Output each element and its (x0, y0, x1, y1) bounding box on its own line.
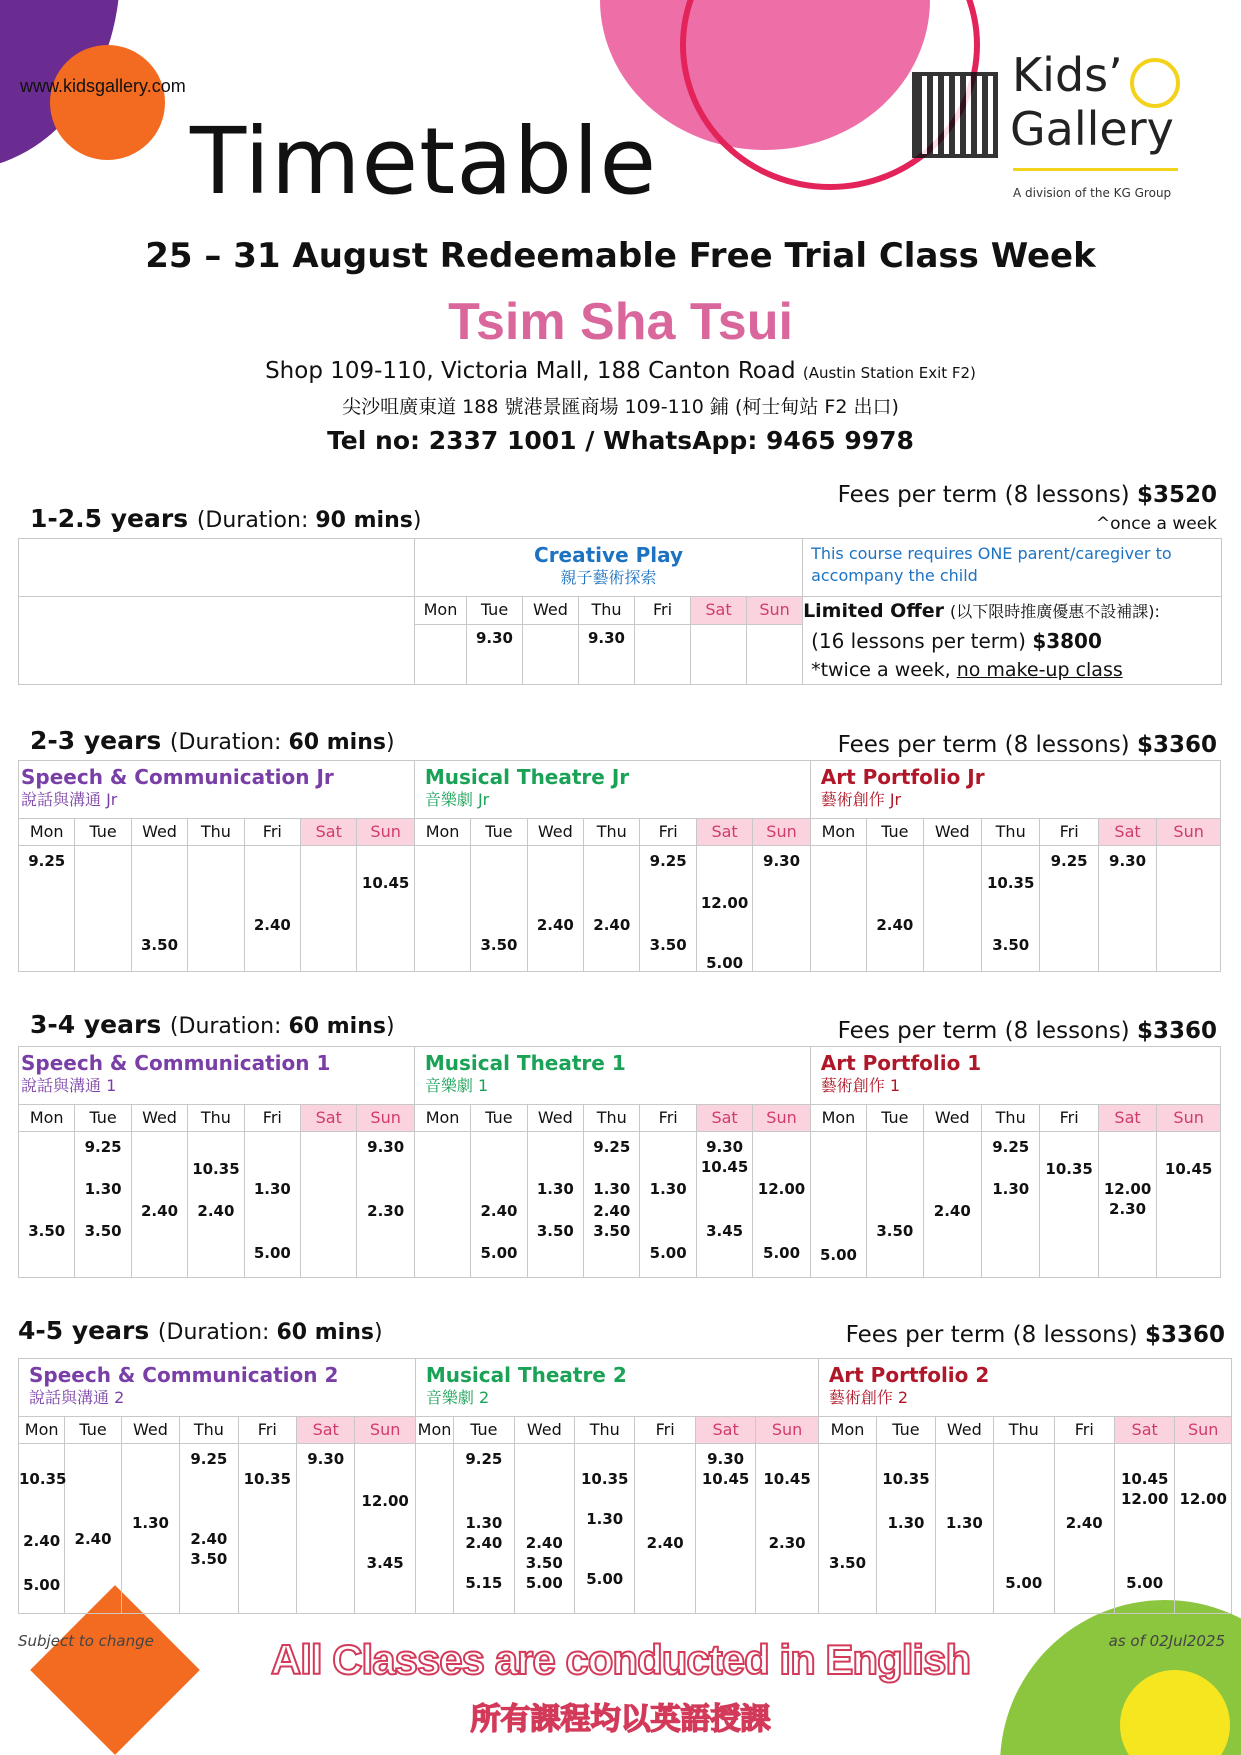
course-art-1: Art Portfolio 1 藝術創作 1 (810, 1047, 1220, 1105)
day-slot (454, 1444, 514, 1614)
class-time: 10.45 (701, 1470, 750, 1488)
class-time: 12.00 (1103, 1180, 1152, 1198)
class-time: 5.00 (1005, 1574, 1043, 1592)
day-header: Sat (297, 1417, 355, 1444)
headline: 25 – 31 August Redeemable Free Trial Class Week (145, 236, 1096, 276)
day-header: Sun (1175, 1417, 1232, 1444)
day-slot (297, 1444, 355, 1614)
class-time: 9.30 (475, 628, 513, 647)
class-time: 1.30 (887, 1514, 925, 1532)
class-time: 9.30 (706, 1138, 744, 1156)
day-slot (756, 1444, 818, 1614)
day-header: Thu (994, 1417, 1054, 1444)
day-header: Wed (923, 819, 981, 846)
class-time: 9.25 (28, 852, 66, 870)
qr-code (912, 72, 998, 158)
day-slot (981, 846, 1039, 972)
day-slot (1040, 846, 1098, 972)
class-time: 9.25 (190, 1450, 228, 1468)
day-header: Tue (471, 819, 527, 846)
class-time: 9.30 (307, 1450, 345, 1468)
day-header: Fri (1040, 1105, 1098, 1132)
as-of-date: as of 02Jul2025 (1108, 1632, 1225, 1650)
class-time: 2.40 (876, 916, 914, 934)
day-header: Sat (696, 819, 752, 846)
day-slot (467, 624, 523, 684)
class-time: 3.50 (829, 1554, 867, 1572)
class-time: 5.00 (525, 1574, 563, 1592)
class-time: 2.40 (1065, 1514, 1103, 1532)
day-header: Mon (818, 1417, 876, 1444)
class-time: 2.30 (768, 1534, 806, 1552)
class-time: 12.00 (757, 1180, 806, 1198)
class-time: 2.40 (197, 1202, 235, 1220)
class-time: 3.50 (992, 936, 1030, 954)
day-header: Tue (75, 1105, 131, 1132)
day-slot (19, 1444, 65, 1614)
class-time: 2.40 (933, 1202, 971, 1220)
timetable-s1 (18, 538, 1222, 685)
day-header: Thu (575, 1417, 635, 1444)
day-header: Tue (877, 1417, 935, 1444)
class-time: 5.00 (586, 1570, 624, 1588)
class-time: 3.50 (525, 1554, 563, 1572)
day-slot (244, 846, 300, 972)
class-time: 1.30 (945, 1514, 983, 1532)
day-slot (810, 846, 866, 972)
day-header: Thu (180, 1417, 238, 1444)
address-en: Shop 109-110, Victoria Mall, 188 Canton Road (Austin Station Exit F2) (265, 358, 976, 384)
day-header: Sat (301, 1105, 357, 1132)
class-time: 3.50 (649, 936, 687, 954)
day-slot (640, 846, 696, 972)
day-header: Tue (471, 1105, 527, 1132)
day-header: Wed (523, 597, 579, 625)
class-time: 10.35 (243, 1470, 292, 1488)
class-time: 2.40 (480, 1202, 518, 1220)
day-slot (867, 1132, 923, 1278)
day-header: Sat (691, 597, 747, 625)
day-slot (527, 1132, 583, 1278)
class-time: 5.00 (23, 1576, 61, 1594)
class-time: 1.30 (586, 1510, 624, 1528)
day-header: Tue (65, 1417, 121, 1444)
timetable-s2 (18, 760, 1221, 972)
day-header: Fri (635, 1417, 695, 1444)
day-slot (514, 1444, 574, 1614)
class-time: 2.30 (367, 1202, 405, 1220)
class-time: 5.00 (819, 1246, 857, 1264)
class-time: 1.30 (649, 1180, 687, 1198)
day-slot (355, 1444, 415, 1614)
day-header: Thu (981, 1105, 1039, 1132)
class-time: 2.40 (74, 1530, 112, 1548)
class-time: 3.50 (28, 1222, 66, 1240)
day-slot (753, 1132, 810, 1278)
class-time: 9.25 (992, 1138, 1030, 1156)
day-slot (414, 846, 470, 972)
day-header: Tue (467, 597, 523, 625)
class-time: 10.35 (581, 1470, 629, 1488)
class-time: 2.40 (23, 1532, 61, 1550)
day-slot (1157, 1132, 1221, 1278)
class-time: 3.50 (876, 1222, 914, 1240)
class-time: 10.35 (1045, 1160, 1093, 1178)
day-header: Sun (747, 597, 803, 625)
class-time: 2.30 (1109, 1200, 1147, 1218)
day-header: Wed (131, 1105, 187, 1132)
timetable-s3 (18, 1046, 1221, 1278)
day-slot (238, 1444, 296, 1614)
smiley-icon (1130, 58, 1180, 108)
day-slot (357, 846, 414, 972)
day-slot (753, 846, 810, 972)
fees-s1: Fees per term (8 lessons) $3520 (837, 482, 1217, 508)
day-slot (19, 1132, 75, 1278)
day-header: Fri (640, 819, 696, 846)
class-time: 1.30 (465, 1514, 503, 1532)
class-time: 2.40 (525, 1534, 563, 1552)
class-time: 2.40 (646, 1534, 684, 1552)
class-time: 10.45 (1164, 1160, 1213, 1178)
class-time: 9.25 (465, 1450, 503, 1468)
day-header: Wed (131, 819, 187, 846)
class-time: 2.40 (593, 1202, 631, 1220)
day-header: Thu (981, 819, 1039, 846)
course-art-2: Art Portfolio 2 藝術創作 2 (818, 1359, 1231, 1417)
class-time: 10.35 (19, 1470, 67, 1488)
day-header: Wed (935, 1417, 993, 1444)
class-time: 10.45 (763, 1470, 811, 1488)
class-time: 12.00 (1179, 1490, 1227, 1508)
course-musical-jr: Musical Theatre Jr 音樂劇 Jr (414, 761, 810, 819)
day-header: Sat (695, 1417, 755, 1444)
limited-offer: Limited Offer (以下限時推廣優惠不設補課): (16 lessons per term) $3800 *twice a week, no make-up class (803, 597, 1222, 685)
orange-blob (50, 45, 165, 160)
day-slot (1098, 1132, 1156, 1278)
day-header: Fri (244, 819, 300, 846)
age-3-4: 3-4 years (Duration: 60 mins) (30, 1010, 395, 1039)
day-header: Thu (188, 819, 244, 846)
course-creative-play: Creative Play 親子藝術探索 (415, 539, 803, 597)
class-time: 5.00 (706, 954, 744, 972)
class-time: 2.40 (536, 916, 574, 934)
class-time: 12.00 (700, 894, 749, 912)
day-header: Sun (357, 819, 414, 846)
class-time: 3.50 (480, 936, 518, 954)
day-slot (471, 1132, 527, 1278)
class-time: 10.35 (192, 1160, 240, 1178)
logo-kids: Kids’ (1012, 48, 1123, 102)
class-time: 2.40 (253, 916, 291, 934)
class-time: 9.25 (84, 1138, 122, 1156)
day-header: Tue (867, 1105, 923, 1132)
website-url[interactable]: www.kidsgallery.com (20, 76, 186, 96)
day-slot (1157, 846, 1221, 972)
day-header: Tue (454, 1417, 514, 1444)
day-slot (357, 1132, 414, 1278)
day-header: Sat (1098, 819, 1156, 846)
class-time: 3.50 (593, 1222, 631, 1240)
timetable-s4 (18, 1358, 1232, 1614)
day-header: Mon (415, 1417, 453, 1444)
day-header: Tue (75, 819, 131, 846)
day-header: Sun (756, 1417, 818, 1444)
day-slot (1054, 1444, 1114, 1614)
class-time: 3.50 (141, 936, 179, 954)
day-slot (75, 1132, 131, 1278)
day-header: Fri (244, 1105, 300, 1132)
day-slot (818, 1444, 876, 1614)
day-slot (471, 846, 527, 972)
day-slot (75, 846, 131, 972)
day-slot (131, 846, 187, 972)
class-time: 10.45 (361, 874, 410, 892)
class-time: 9.25 (593, 1138, 631, 1156)
day-header: Fri (1054, 1417, 1114, 1444)
page-title: Timetable (190, 108, 658, 215)
day-header: Mon (19, 1105, 75, 1132)
day-header: Fri (640, 1105, 696, 1132)
day-slot (981, 1132, 1039, 1278)
location-name: Tsim Sha Tsui (448, 293, 793, 351)
day-slot (1040, 1132, 1098, 1278)
day-slot (584, 846, 640, 972)
day-slot (244, 1132, 300, 1278)
class-time: 5.00 (253, 1244, 291, 1262)
class-time: 1.30 (84, 1180, 122, 1198)
day-header: Thu (579, 597, 635, 625)
class-time: 9.30 (367, 1138, 405, 1156)
class-time: 3.45 (706, 1222, 744, 1240)
day-slot (414, 1132, 470, 1278)
day-slot (65, 1444, 121, 1614)
day-slot (1098, 846, 1156, 972)
day-slot (579, 624, 635, 684)
class-time: 1.30 (536, 1180, 574, 1198)
fees-s4: Fees per term (8 lessons) $3360 (845, 1322, 1225, 1348)
day-slot (584, 1132, 640, 1278)
day-header: Sat (1114, 1417, 1174, 1444)
day-slot (131, 1132, 187, 1278)
course-speech-1: Speech & Communication 1 說話與溝通 1 (19, 1047, 415, 1105)
age-1-2-5: 1-2.5 years (Duration: 90 mins) (30, 504, 422, 533)
subject-to-change: Subject to change (18, 1632, 154, 1650)
age-2-3: 2-3 years (Duration: 60 mins) (30, 726, 395, 755)
class-time: 1.30 (253, 1180, 291, 1198)
day-header: Sun (355, 1417, 415, 1444)
day-header: Sat (1098, 1105, 1156, 1132)
class-time: 9.30 (1109, 852, 1147, 870)
day-slot (1114, 1444, 1174, 1614)
day-header: Mon (415, 597, 467, 625)
class-time: 9.25 (1050, 852, 1088, 870)
day-slot (994, 1444, 1054, 1614)
day-slot (877, 1444, 935, 1614)
day-header: Sun (1157, 819, 1221, 846)
parent-note: This course requires ONE parent/caregiver to accompany the child (803, 539, 1222, 597)
class-time: 2.40 (141, 1202, 179, 1220)
class-time: 3.50 (190, 1550, 228, 1568)
day-header: Sun (753, 1105, 810, 1132)
day-header: Mon (414, 1105, 470, 1132)
day-slot (696, 1132, 752, 1278)
day-header: Thu (584, 1105, 640, 1132)
day-slot (640, 1132, 696, 1278)
course-speech-jr: Speech & Communication Jr 說話與溝通 Jr (19, 761, 415, 819)
age-4-5: 4-5 years (Duration: 60 mins) (18, 1316, 383, 1345)
day-header: Wed (923, 1105, 981, 1132)
day-slot (415, 1444, 453, 1614)
day-slot (1175, 1444, 1232, 1614)
day-slot (180, 1444, 238, 1614)
class-time: 12.00 (361, 1492, 409, 1510)
day-header: Mon (414, 819, 470, 846)
class-time: 1.30 (593, 1180, 631, 1198)
day-slot (188, 846, 244, 972)
class-time: 5.00 (480, 1244, 518, 1262)
class-time: 2.40 (593, 916, 631, 934)
class-time: 5.00 (649, 1244, 687, 1262)
class-time: 3.50 (536, 1222, 574, 1240)
class-time: 5.00 (1126, 1574, 1164, 1592)
day-header: Sun (753, 819, 810, 846)
course-speech-2: Speech & Communication 2 說話與溝通 2 (19, 1359, 416, 1417)
course-musical-1: Musical Theatre 1 音樂劇 1 (414, 1047, 810, 1105)
fees-s2: Fees per term (8 lessons) $3360 (837, 732, 1217, 758)
class-time: 9.30 (763, 852, 801, 870)
class-time: 1.30 (992, 1180, 1030, 1198)
day-header: Wed (121, 1417, 179, 1444)
class-time: 5.00 (763, 1244, 801, 1262)
day-header: Thu (188, 1105, 244, 1132)
course-musical-2: Musical Theatre 2 音樂劇 2 (415, 1359, 818, 1417)
day-header: Sat (696, 1105, 752, 1132)
day-slot (935, 1444, 993, 1614)
fees-s3: Fees per term (8 lessons) $3360 (837, 1018, 1217, 1044)
day-slot (19, 846, 75, 972)
day-slot (635, 1444, 695, 1614)
day-slot (301, 846, 357, 972)
day-header: Mon (19, 1417, 65, 1444)
day-header: Fri (1040, 819, 1098, 846)
day-slot (923, 1132, 981, 1278)
day-slot (696, 846, 752, 972)
class-time: 9.25 (649, 852, 687, 870)
day-slot (867, 846, 923, 972)
class-time: 9.30 (707, 1450, 745, 1468)
address-zh: 尖沙咀廣東道 188 號港景匯商場 109-110 鋪 (柯士甸站 F2 出口) (342, 396, 899, 418)
class-time: 10.35 (882, 1470, 930, 1488)
class-time: 10.45 (1120, 1470, 1169, 1488)
class-time: 10.45 (700, 1158, 749, 1176)
logo-gallery: Gallery (1010, 102, 1174, 156)
day-header: Mon (810, 1105, 866, 1132)
class-time: 9.30 (587, 628, 625, 647)
class-time: 2.40 (465, 1534, 503, 1552)
day-slot (575, 1444, 635, 1614)
day-header: Wed (527, 1105, 583, 1132)
day-header: Mon (19, 819, 75, 846)
fees-note-s1: ^once a week (1095, 514, 1217, 534)
day-slot (301, 1132, 357, 1278)
day-header: Wed (514, 1417, 574, 1444)
logo-underline (1013, 168, 1178, 171)
class-time: 12.00 (1120, 1490, 1169, 1508)
day-header: Sun (357, 1105, 414, 1132)
english-notice: All Classes are conducted in English (270, 1636, 971, 1683)
day-header: Thu (584, 819, 640, 846)
class-time: 1.30 (131, 1514, 169, 1532)
day-slot (695, 1444, 755, 1614)
class-time: 10.35 (986, 874, 1035, 892)
day-header: Sat (301, 819, 357, 846)
class-time: 3.50 (84, 1222, 122, 1240)
logo-subtitle: A division of the KG Group (1013, 186, 1172, 200)
course-art-jr: Art Portfolio Jr 藝術創作 Jr (810, 761, 1220, 819)
day-slot (121, 1444, 179, 1614)
chinese-notice: 所有課程均以英語授課 (470, 1702, 771, 1737)
day-slot (188, 1132, 244, 1278)
contact-line: Tel no: 2337 1001 / WhatsApp: 9465 9978 (327, 426, 914, 455)
day-header: Fri (635, 597, 691, 625)
day-slot (810, 1132, 866, 1278)
day-header: Sun (1157, 1105, 1221, 1132)
day-header: Fri (238, 1417, 296, 1444)
class-time: 3.45 (366, 1554, 404, 1572)
day-header: Wed (527, 819, 583, 846)
class-time: 5.15 (465, 1574, 503, 1592)
day-slot (527, 846, 583, 972)
day-slot (923, 846, 981, 972)
day-header: Tue (867, 819, 923, 846)
day-header: Mon (810, 819, 866, 846)
class-time: 2.40 (190, 1530, 228, 1548)
